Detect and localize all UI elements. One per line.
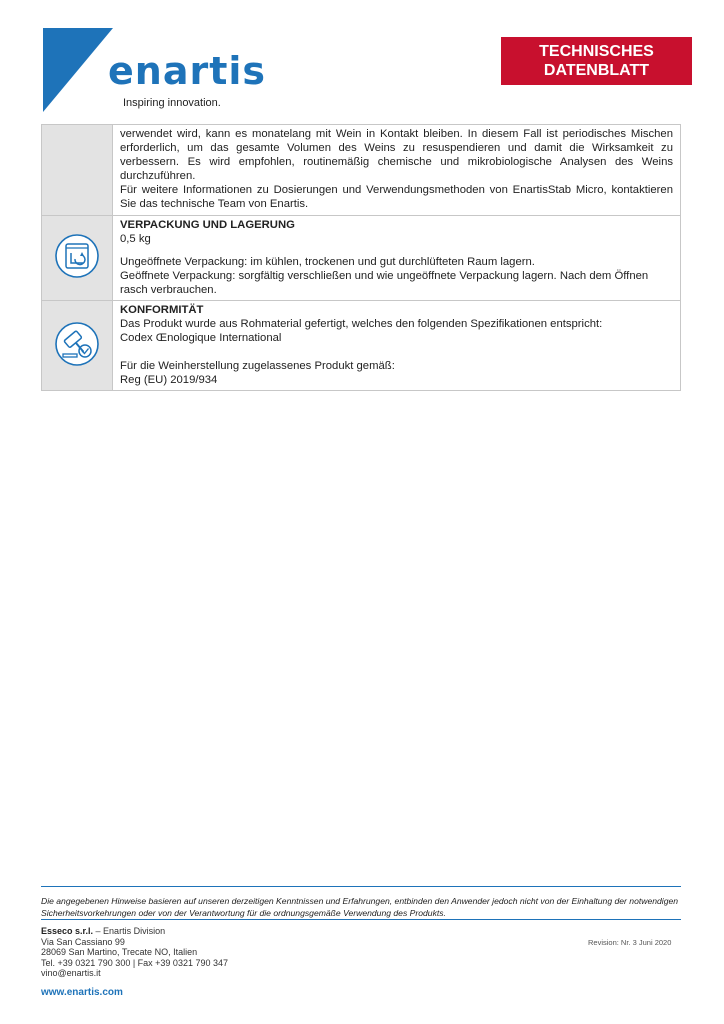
packaging-icon-cell bbox=[42, 216, 113, 301]
tagline: Inspiring innovation. bbox=[123, 97, 221, 109]
packaging-opened: Geöffnete Verpackung: sorgfältig verschließen und wie ungeöffnete Verpackung lagern. Nach dem Öffnen rasch verbrauchen. bbox=[120, 270, 649, 296]
company-line bbox=[41, 926, 228, 937]
company-name: Esseco s.r.l. bbox=[41, 926, 94, 936]
storage-box-icon bbox=[54, 233, 100, 279]
packaging-row bbox=[42, 216, 681, 301]
usage-row bbox=[42, 125, 681, 216]
usage-icon-cell bbox=[42, 125, 113, 216]
conformity-row bbox=[42, 301, 681, 391]
address-line-1: Via San Cassiano 99 bbox=[41, 936, 125, 947]
company-division: – Enartis Division bbox=[93, 926, 166, 936]
conformity-icon-cell bbox=[42, 301, 113, 391]
gavel-icon bbox=[54, 321, 100, 367]
footer-disclaimer: Die angegebenen Hinweise basieren auf unseren derzeitigen Kenntnissen und Erfahrungen, entbinden den Anwender jedoch nicht von der Einhaltung der notwendigen Sicherheitsvorkehrungen oder von der Verantwortung für die ordnungsgemäße Verwendung des Produkts. bbox=[41, 896, 679, 918]
packaging-text-cell bbox=[113, 216, 681, 301]
conformity-line-2: Codex Œnologique International bbox=[120, 332, 282, 344]
usage-contact: Für weitere Informationen zu Dosierungen und Verwendungsmethoden von EnartisStab Micro, kontaktieren Sie das technische Team von Enartis. bbox=[120, 184, 673, 210]
website-link[interactable]: www.enartis.com bbox=[41, 987, 123, 998]
logo-triangle bbox=[43, 28, 113, 112]
email-line[interactable]: vino@enartis.it bbox=[41, 968, 101, 978]
datasheet-table bbox=[41, 124, 681, 391]
conformity-line-3: Für die Weinherstellung zugelassenes Produkt gemäß: bbox=[120, 360, 395, 372]
datasheet-badge bbox=[501, 37, 692, 85]
conformity-line-1: Das Produkt wurde aus Rohmaterial gefertigt, welches den folgenden Spezifikationen entspricht: bbox=[120, 318, 603, 330]
conformity-title: KONFORMITÄT bbox=[120, 304, 204, 316]
usage-text: verwendet wird, kann es monatelang mit Wein in Kontakt bleiben. In diesem Fall ist periodisches Mischen erforderlich, um das gesamte Volumen des Weins zu resuspendieren und damit die Wirksamkeit zu verbessern. Es wird empfohlen, routinemäßig chemische und mikrobiologische Analysen des Weins durchzuführen. bbox=[120, 128, 673, 182]
conformity-text-cell bbox=[113, 301, 681, 391]
conformity-line-4: Reg (EU) 2019/934 bbox=[120, 374, 218, 386]
packaging-size: 0,5 kg bbox=[120, 233, 151, 245]
badge-line-1: TECHNISCHES bbox=[539, 43, 654, 60]
usage-text-cell bbox=[113, 125, 681, 216]
footer-divider-top bbox=[41, 886, 681, 887]
packaging-unopened: Ungeöffnete Verpackung: im kühlen, trockenen und gut durchlüfteten Raum lagern. bbox=[120, 256, 535, 268]
packaging-title: VERPACKUNG UND LAGERUNG bbox=[120, 219, 295, 231]
footer-divider-bottom bbox=[41, 919, 681, 920]
phone-line: Tel. +39 0321 790 300 | Fax +39 0321 790 347 bbox=[41, 957, 228, 968]
revision-note: Revision: Nr. 3 Juni 2020 bbox=[588, 938, 672, 947]
address-line-2: 28069 San Martino, Trecate NO, Italien bbox=[41, 947, 198, 957]
enartis-logo: enartis bbox=[108, 49, 267, 93]
company-info bbox=[41, 926, 228, 979]
badge-line-2: DATENBLATT bbox=[543, 62, 650, 79]
